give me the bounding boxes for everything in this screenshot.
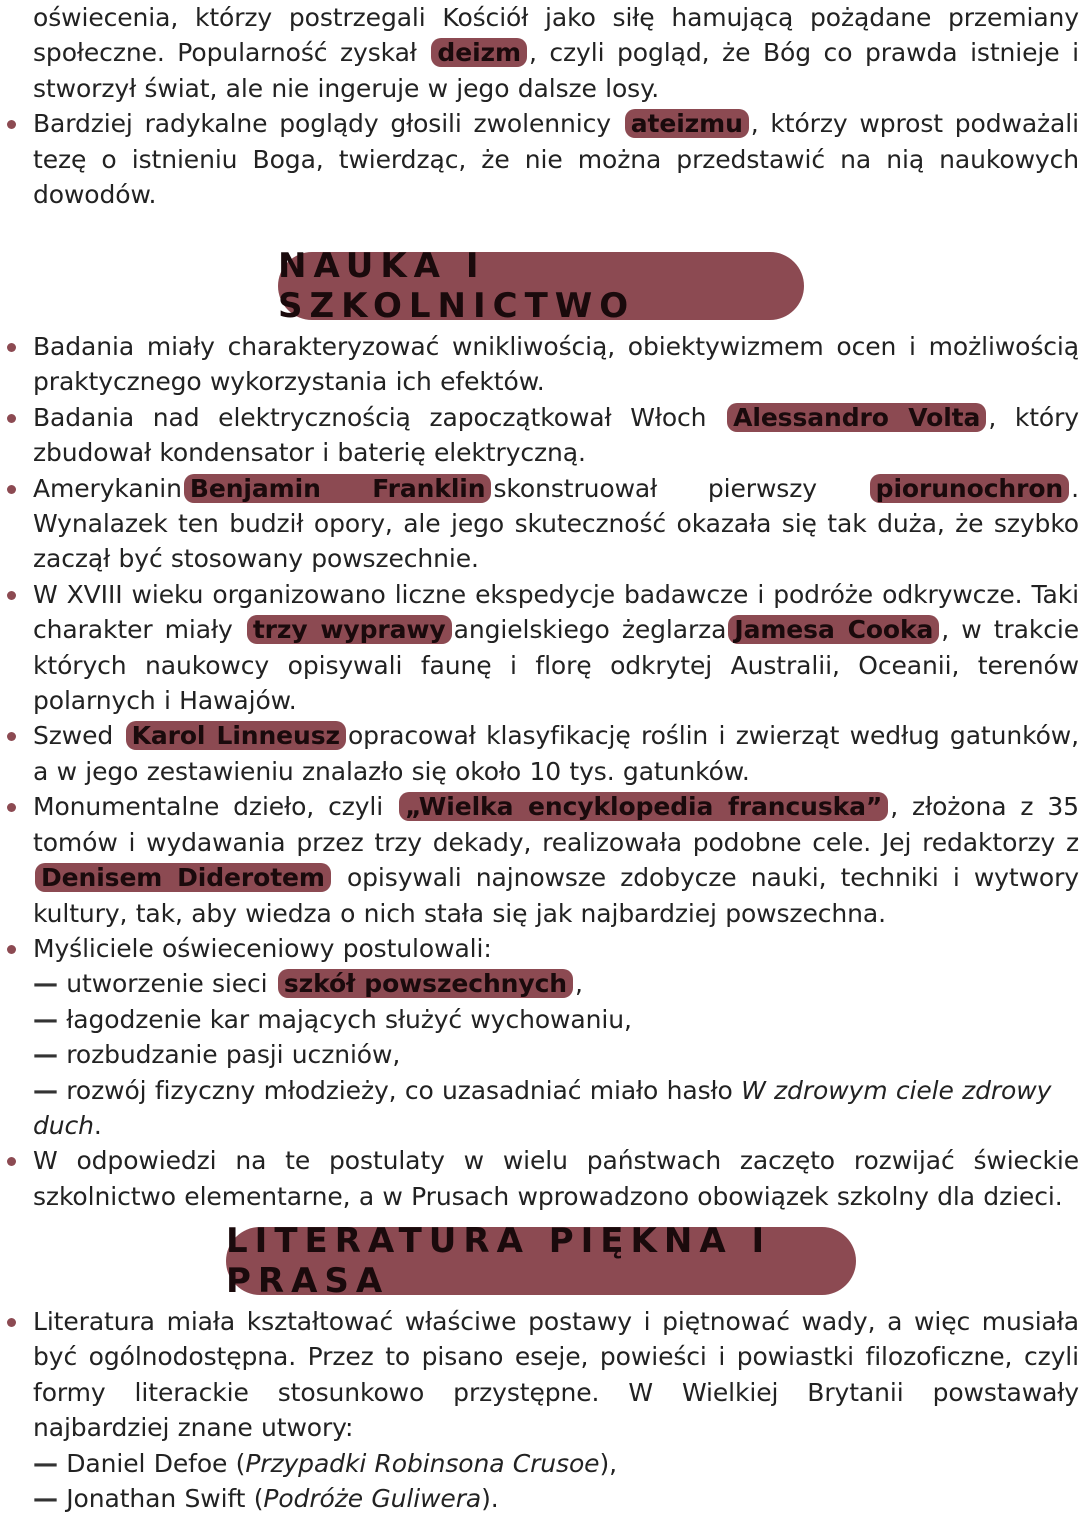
section-nauka-content	[33, 329, 1079, 1214]
list-item: Badania miały charakteryzować wnikliwością, obiektywizmem ocen i możliwością praktycznego wykorzystania ich efektów.	[33, 329, 1079, 400]
highlight-linneusz: Karol Linneusz	[126, 721, 346, 750]
bullet-icon	[7, 1157, 16, 1166]
list-item: Monumentalne dzieło, czyli „Wielka encyklopedia francuska” , złożona z 35 tomów i wydawania przez trzy dekady, realizowała podobne cele. Jej redaktorzy z Denisem Diderotem opisywali najnowsze zdobycze nauki, techniki i wytwory kultury, tak, aby wiedza o nich stała się jak najbardziej powszechna.	[33, 789, 1079, 931]
bullet-icon	[7, 803, 16, 812]
highlight-franklin: Benjamin Franklin	[184, 474, 492, 503]
bullet-icon	[7, 343, 16, 352]
dash-item: — Daniel Defoe (Przypadki Robinsona Crusoe),	[33, 1448, 617, 1478]
list-item: W odpowiedzi na te postulaty w wielu państwach zaczęto rozwijać świeckie szkolnictwo elementarne, a w Prusach wprowadzono obowiązek szkolny dla dzieci.	[33, 1143, 1079, 1214]
bullet-icon	[7, 732, 16, 741]
list-item: Literatura miała kształtować właściwe postawy i piętnować wady, a więc musiała być ogólnodostępna. Przez to pisano eseje, powieści i powiastki filozoficzne, czyli formy literackie stosunkowo przystępne. W Wielkiej Brytanii powstawały najbardziej znane utwory:	[33, 1304, 1079, 1446]
highlight-trzy-wyprawy: trzy wyprawy	[247, 615, 452, 644]
list-item: Myśliciele oświeceniowy postulowali:	[33, 931, 1079, 966]
section-heading-literatura: LITERATURA PIĘKNA I PRASA	[226, 1227, 856, 1295]
list-item: W XVIII wieku organizowano liczne ekspedycje badawcze i podróże odkrywcze. Taki charakter miały trzy wyprawy angielskiego żeglarza Jamesa Cooka , w trakcie których naukowcy opisywali faunę i florę odkrytej Australii, Oceanii, terenów polarnych i Hawajów.	[33, 577, 1079, 719]
highlight-volta: Alessandro Volta	[727, 403, 986, 432]
highlight-encyklopedia: „Wielka encyklopedia francuska”	[399, 792, 888, 821]
dash-item: — łagodzenie kar mających służyć wychowaniu,	[33, 1004, 632, 1034]
list-item: Amerykanin Benjamin Franklin skonstruował pierwszy piorunochron . Wynalazek ten budził opory, ale jego skuteczność okazała się tak duża, że szybko zaczął być stosowany powszechnie.	[33, 471, 1079, 577]
bullet-icon	[7, 485, 16, 494]
highlight-ateizm: ateizmu	[625, 109, 749, 138]
bullet-icon	[7, 120, 16, 129]
dash-item: — Jonathan Swift (Podróże Guliwera).	[33, 1484, 499, 1514]
highlight-cook: Jamesa Cooka	[728, 615, 939, 644]
highlight-szkol: szkół powszechnych	[278, 969, 573, 998]
highlight-diderot: Denisem Diderotem	[35, 863, 331, 892]
intro-paragraph: oświecenia, którzy postrzegali Kościół jako siłę hamującą pożądane przemiany społeczne. Popularność zyskał deizm , czyli pogląd, że Bóg co prawda istnieje i stworzył świat, ale nie ingeruje w jego dalsze losy.	[33, 3, 1079, 103]
highlight-piorunochron: piorunochron	[870, 474, 1069, 503]
dash-item: — rozbudzanie pasji uczniów,	[33, 1040, 401, 1070]
bullet-icon	[7, 591, 16, 600]
intro-block	[33, 0, 1079, 212]
bullet-icon	[7, 1318, 16, 1327]
section-heading-nauka: NAUKA I SZKOLNICTWO	[278, 252, 804, 320]
highlight-deizm: deizm	[431, 38, 527, 67]
dash-item: — utworzenie sieci szkół powszechnych ,	[33, 969, 583, 999]
bullet-icon	[7, 945, 16, 954]
dash-item: — rozwój fizyczny młodzieży, co uzasadniać miało hasło W zdrowym ciele zdrowy duch.	[33, 1075, 1052, 1140]
bullet-icon	[7, 414, 16, 423]
list-item: Bardziej radykalne poglądy głosili zwolennicy ateizmu , którzy wprost podważali tezę o istnieniu Boga, twierdząc, że nie można przedstawić na nią naukowych dowodów.	[33, 106, 1079, 212]
list-item: Szwed Karol Linneusz opracował klasyfikację roślin i zwierząt według gatunków, a w jego zestawieniu znalazło się około 10 tys. gatunków.	[33, 718, 1079, 789]
section-literatura-content	[33, 1304, 1079, 1516]
list-item: Badania nad elektrycznością zapoczątkował Włoch Alessandro Volta , który zbudował kondensator i baterię elektryczną.	[33, 400, 1079, 471]
